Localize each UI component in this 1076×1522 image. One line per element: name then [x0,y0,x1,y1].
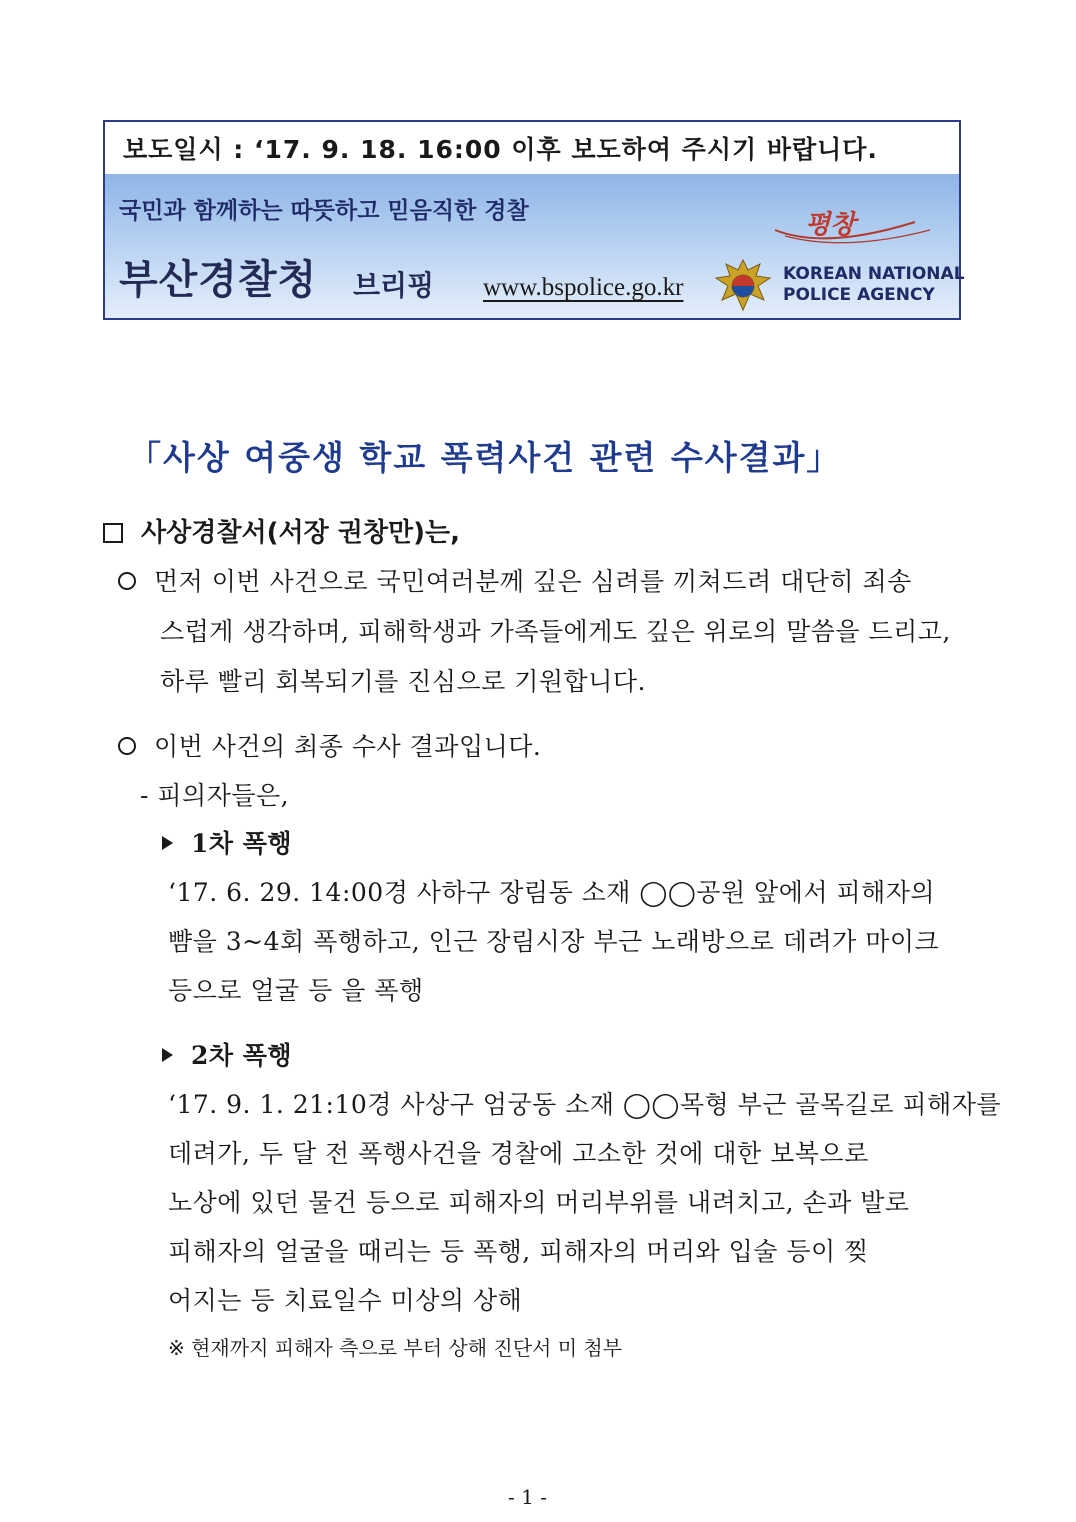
document-title: 「사상 여중생 학교 폭력사건 관련 수사결과」 [128,438,842,477]
apology-line-2: 스럽게 생각하며, 피해학생과 가족들에게도 깊은 위로의 말씀을 드리고, [160,617,951,646]
assault-1-line-3: 등으로 얼굴 등 을 폭행 [168,976,424,1005]
triangle-bullet-icon [162,836,173,850]
knpa-wordmark [783,264,965,306]
suspects-intro: - 피의자들은, [140,781,290,810]
assault-2-line-2: 데려가, 두 달 전 폭행사건을 경찰에 고소한 것에 대한 보복으로 [168,1139,869,1168]
circle-bullet-icon [118,572,136,590]
press-release-header [103,120,965,320]
apology-text-1: 먼저 이번 사건으로 국민여러분께 깊은 심려를 끼쳐드려 대단히 죄송 [154,567,912,596]
website-link[interactable]: www.bspolice.go.kr [483,274,684,301]
section-heading [103,512,460,549]
assault-2-heading [162,1036,292,1072]
release-time-row [105,122,959,175]
assault-2-line-1: ‘17. 9. 1. 21:10경 사상구 엄궁동 소재 ◯◯목형 부근 골목길로 피해자를 [168,1090,1002,1119]
result-intro [118,727,541,763]
section-heading-text: 사상경찰서(서장 권창만)는, [141,518,460,548]
assault-1-line-2: 뺨을 3~4회 폭행하고, 인근 장림시장 부근 노래방으로 데려가 마이크 [168,927,940,956]
assault-2-line-3: 노상에 있던 물건 등으로 피해자의 머리부위를 내려치고, 손과 발로 [168,1188,910,1217]
release-time: 보도일시 : ‘17. 9. 18. 16:00 이후 보도하여 주시기 바랍니다. [123,135,878,164]
agency-name: 부산경찰청 [119,257,318,303]
assault-1-heading-text: 1차 폭행 [191,829,293,858]
checkbox-icon [103,523,123,543]
apology-line-3: 하루 빨리 회복되기를 진심으로 기원합니다. [160,667,646,696]
briefing-label: 브리핑 [353,269,435,302]
assault-1-heading [162,824,292,860]
mascot-script: 평창 [805,210,856,240]
assault-2-heading-text: 2차 폭행 [191,1041,293,1070]
result-intro-text: 이번 사건의 최종 수사 결과입니다. [154,732,542,761]
page-number: - 1 - [508,1485,547,1509]
apology-line-1 [118,562,912,598]
circle-bullet-icon [118,737,136,755]
knpa-line-1: KOREAN NATIONAL [783,264,965,284]
diagnosis-note: ※ 현재까지 피해자 측으로 부터 상해 진단서 미 첨부 [168,1336,623,1360]
police-emblem-icon [710,256,776,316]
agency-slogan: 국민과 함께하는 따뜻하고 믿음직한 경찰 [119,198,529,224]
assault-2-line-4: 피해자의 얼굴을 때리는 등 폭행, 피해자의 머리와 입술 등이 찢 [168,1237,869,1266]
assault-2-line-5: 어지는 등 치료일수 미상의 상해 [168,1286,523,1315]
assault-1-line-1: ‘17. 6. 29. 14:00경 사하구 장림동 소재 ◯◯공원 앞에서 피해자의 [168,878,936,907]
agency-banner [105,174,965,318]
pyeongchang-logo [765,200,945,250]
triangle-bullet-icon [162,1048,173,1062]
knpa-line-2: POLICE AGENCY [783,285,935,305]
